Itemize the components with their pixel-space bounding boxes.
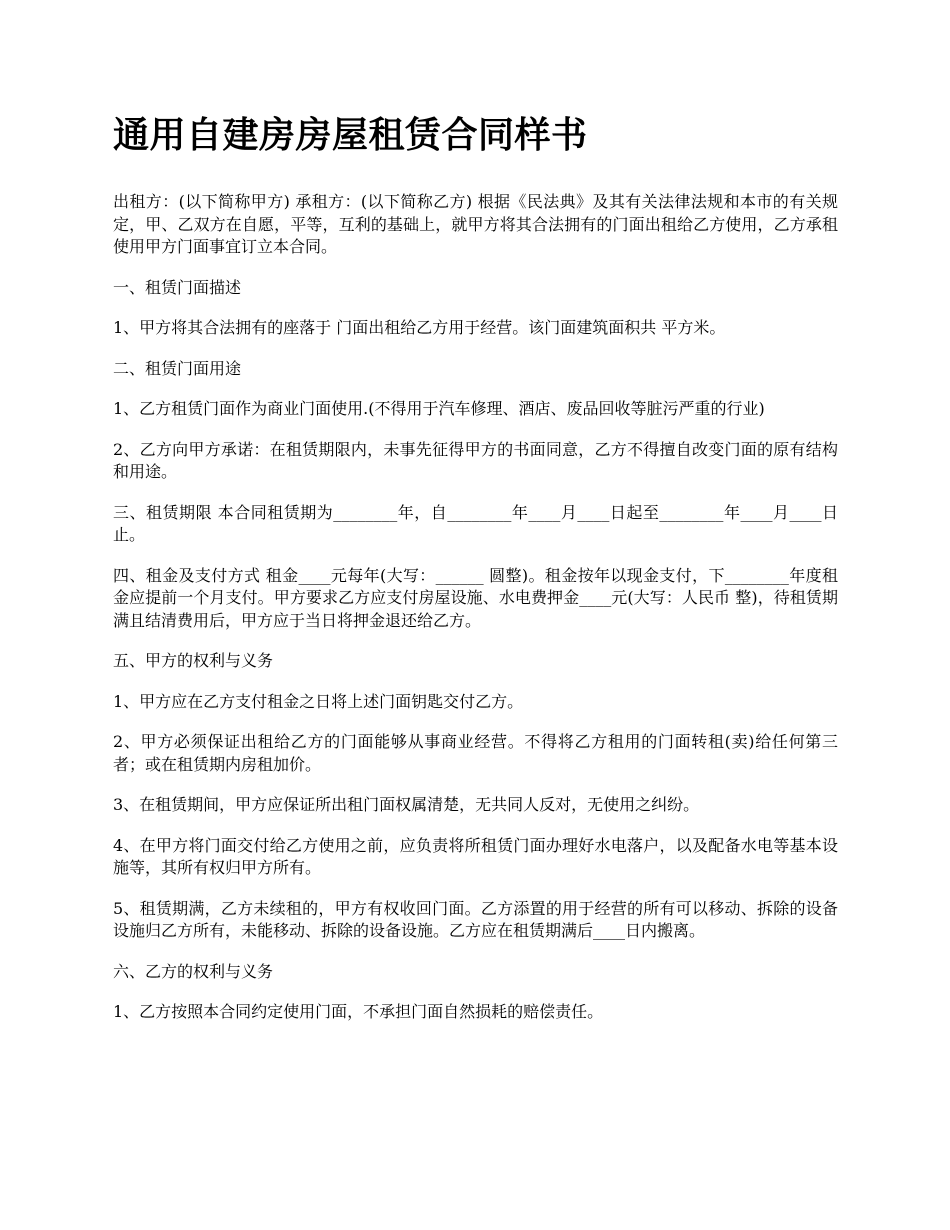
section-rent-payment: 四、租金及支付方式 租金____元每年(大写：______ 圆整)。租金按年以现金支付，下________年度租金应提前一个月支付。甲方要求乙方应支付房屋设施、水电费押金____元(大写：人民币 整)，待租赁期满且结清费用后，甲方应于当日将押金退还给乙方。	[113, 565, 838, 630]
clause-paragraph: 1、甲方将其合法拥有的座落于 门面出租给乙方用于经营。该门面建筑面积共 平方米。	[113, 318, 726, 337]
clause-paragraph: 2、甲方必须保证出租给乙方的门面能够从事商业经营。不得将乙方租用的门面转租(卖)给任何第三者；或在租赁期内房租加价。	[113, 732, 838, 774]
section-heading-1: 一、租赁门面描述	[113, 277, 242, 297]
clause-paragraph: 1、乙方租赁门面作为商业门面使用.(不得用于汽车修理、酒店、废品回收等脏污严重的行业)	[113, 399, 765, 418]
clause-paragraph: 4、在甲方将门面交付给乙方使用之前，应负责将所租赁门面办理好水电落户，以及配备水电等基本设施等，其所有权归甲方所有。	[113, 835, 838, 877]
document-body	[113, 191, 838, 1024]
clause-paragraph: 1、乙方按照本合同约定使用门面，不承担门面自然损耗的赔偿责任。	[113, 1002, 604, 1021]
clause-paragraph: 5、租赁期满，乙方未续租的，甲方有权收回门面。乙方添置的用于经营的所有可以移动、拆除的设备设施归乙方所有，未能移动、拆除的设备设施。乙方应在租赁期满后____日内搬离。	[113, 898, 838, 940]
clause-paragraph: 1、甲方应在乙方支付租金之日将上述门面钥匙交付乙方。	[113, 691, 524, 711]
section-heading-2: 二、租赁门面用途	[113, 358, 242, 378]
section-heading-6: 六、乙方的权利与义务	[113, 961, 274, 981]
section-lease-term: 三、租赁期限 本合同租赁期为________年，自________年____月____日起至________年____月____日止。	[113, 502, 838, 544]
section-heading-5: 五、甲方的权利与义务	[113, 651, 274, 670]
document-page	[113, 0, 838, 1042]
clause-paragraph: 2、乙方向甲方承诺：在租赁期限内，未事先征得甲方的书面同意，乙方不得擅自改变门面的原有结构和用途。	[113, 439, 838, 481]
clause-paragraph: 3、在租赁期间，甲方应保证所出租门面权属清楚，无共同人反对，无使用之纠纷。	[113, 795, 700, 814]
document-title: 通用自建房房屋租赁合同样书	[113, 115, 588, 156]
intro-paragraph: 出租方：(以下简称甲方) 承租方：(以下简称乙方) 根据《民法典》及其有关法律法规和本市的有关规定，甲、乙双方在自愿，平等，互利的基础上，就甲方将其合法拥有的门面出租给乙方使用，乙方承租使用甲方门面事宜订立本合同。	[113, 192, 838, 256]
